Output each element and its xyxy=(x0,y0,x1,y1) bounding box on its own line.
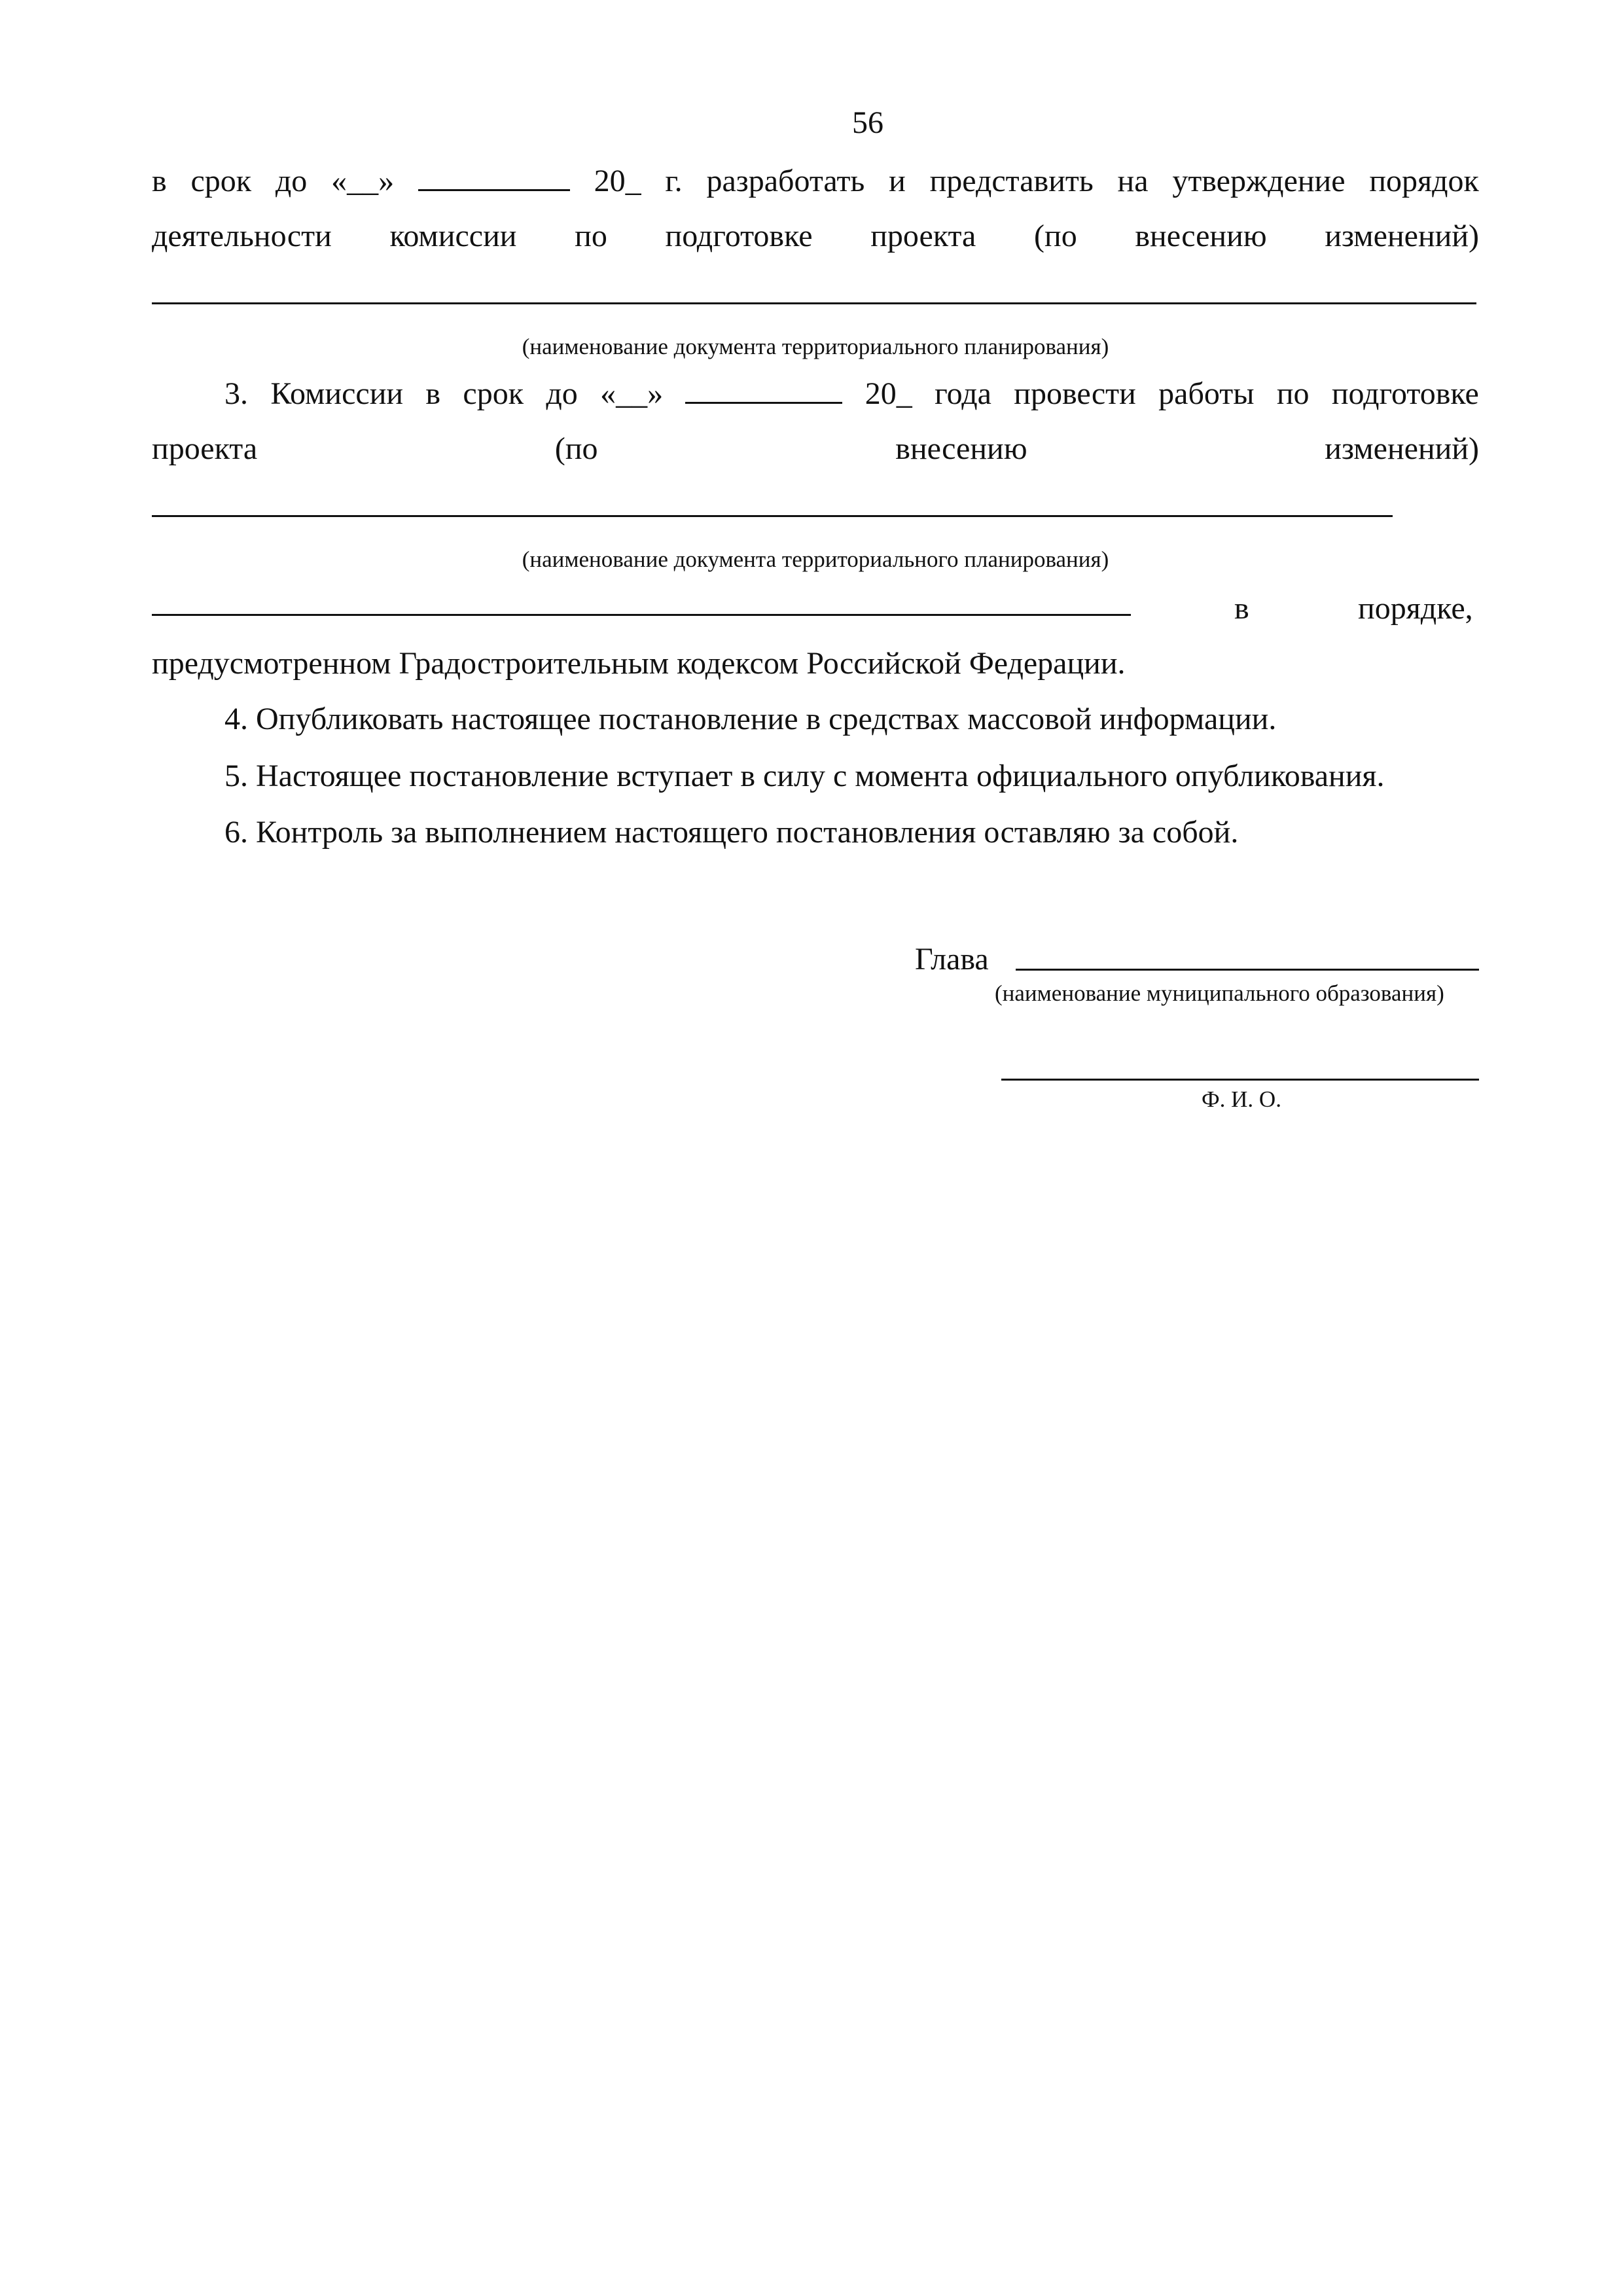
head-label: Глава xyxy=(915,942,989,977)
fill-in-line xyxy=(152,515,1393,517)
word: изменений) xyxy=(1325,431,1479,466)
fill-in-line xyxy=(152,302,1476,304)
date-day-blank: «__» xyxy=(600,376,664,411)
paragraph-2-line-1 xyxy=(152,166,1479,197)
paragraph-2-line-2 xyxy=(152,221,1479,252)
paragraph-3-line-1 xyxy=(224,378,1479,410)
word: порядке, xyxy=(1358,591,1473,626)
word: срок xyxy=(463,376,524,411)
date-month-blank xyxy=(418,187,570,191)
field-caption: (наименование документа территориального планирования) xyxy=(522,334,1109,359)
item-4: 4. Опубликовать настоящее постановление в средствах массовой информации. xyxy=(224,702,1277,736)
item-number: 3. xyxy=(224,376,248,411)
date-month-blank xyxy=(685,399,842,404)
word: внесению xyxy=(1135,219,1267,253)
word: порядок xyxy=(1369,164,1479,198)
item-5: 5. Настоящее постановление вступает в силу с момента официального опубликования. xyxy=(224,759,1385,793)
signature-line xyxy=(1001,1079,1479,1081)
page-number: 56 xyxy=(852,105,883,140)
paragraph-3-line-2 xyxy=(152,433,1479,465)
word: провести xyxy=(1014,376,1136,411)
field-caption: (наименование документа территориального планирования) xyxy=(522,547,1109,572)
word: по xyxy=(575,219,607,253)
word: деятельности xyxy=(152,219,332,253)
municipality-caption: (наименование муниципального образования) xyxy=(995,980,1444,1006)
fill-in-line xyxy=(152,614,1131,616)
word: Комиссии xyxy=(270,376,404,411)
word: в xyxy=(1234,591,1249,626)
word: проекта xyxy=(152,431,258,466)
word: работы xyxy=(1158,376,1255,411)
name-caption: Ф. И. О. xyxy=(1202,1086,1281,1112)
word: представить xyxy=(929,164,1094,198)
item-6: 6. Контроль за выполнением настоящего постановления оставляю за собой. xyxy=(224,815,1239,850)
word: (по xyxy=(554,431,598,466)
word: разработать xyxy=(706,164,865,198)
word: комиссии xyxy=(389,219,517,253)
word: г. xyxy=(665,164,683,198)
word: до xyxy=(275,164,308,198)
word: в xyxy=(152,164,167,198)
year-blank: 20_ xyxy=(865,376,912,411)
word: и xyxy=(889,164,906,198)
municipality-line xyxy=(1016,969,1479,971)
word: (по xyxy=(1034,219,1077,253)
word: года xyxy=(935,376,991,411)
word: подготовке xyxy=(665,219,813,253)
word: до xyxy=(546,376,578,411)
word: срок xyxy=(190,164,252,198)
paragraph-3-line-4: предусмотренном Градостроительным кодексом Российской Федерации. xyxy=(152,646,1126,681)
word: утверждение xyxy=(1172,164,1346,198)
date-day-blank: «__» xyxy=(331,164,395,198)
word: изменений) xyxy=(1325,219,1479,253)
word: проекта xyxy=(870,219,976,253)
year-blank: 20_ xyxy=(594,164,641,198)
word: на xyxy=(1117,164,1149,198)
word: по xyxy=(1276,376,1310,411)
word: внесению xyxy=(895,431,1027,466)
word: в xyxy=(425,376,441,411)
word: подготовке xyxy=(1331,376,1479,411)
